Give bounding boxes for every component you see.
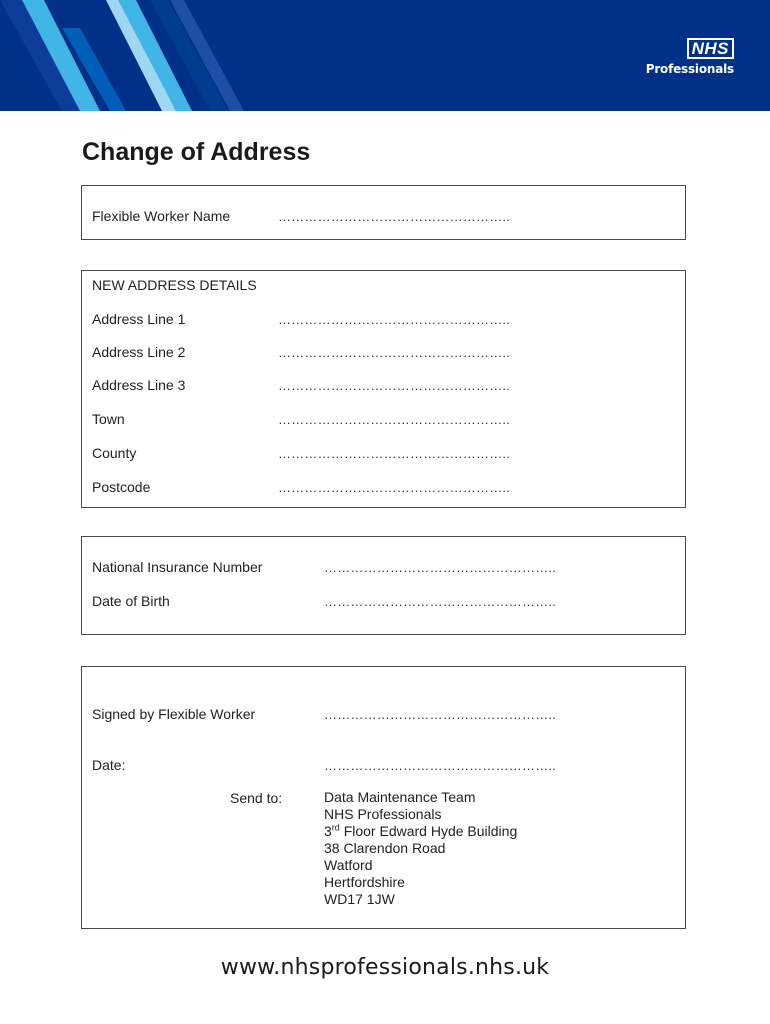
floor-rest: Floor Edward Hyde Building bbox=[339, 823, 518, 839]
address-line: 38 Clarendon Road bbox=[324, 840, 446, 856]
address-line-1-label: Address Line 1 bbox=[92, 311, 186, 327]
signed-by-label: Signed by Flexible Worker bbox=[92, 706, 256, 722]
logo-subtitle: Professionals bbox=[645, 62, 734, 76]
dob-label: Date of Birth bbox=[92, 593, 170, 609]
address-line: NHS Professionals bbox=[324, 806, 442, 822]
postcode-label: Postcode bbox=[92, 479, 151, 495]
nhs-logo-mark: NHS bbox=[687, 38, 734, 59]
address-line: Data Maintenance Team bbox=[324, 789, 476, 805]
page-title: Change of Address bbox=[82, 138, 311, 166]
county-label: County bbox=[92, 445, 137, 461]
new-address-section bbox=[81, 270, 686, 508]
floor-number: 3 bbox=[324, 823, 332, 839]
county-field[interactable]: …………………………………………….. bbox=[278, 446, 511, 461]
nhs-professionals-logo bbox=[646, 38, 734, 76]
address-line bbox=[324, 823, 517, 840]
address-line-2-field[interactable]: …………………………………………….. bbox=[278, 345, 511, 360]
return-address bbox=[324, 789, 517, 908]
header-banner bbox=[0, 0, 770, 111]
signature-field[interactable]: …………………………………………….. bbox=[324, 707, 557, 722]
address-line: Hertfordshire bbox=[324, 874, 405, 890]
personal-details-section bbox=[81, 536, 686, 635]
town-label: Town bbox=[92, 411, 125, 427]
address-line-1-field[interactable]: …………………………………………….. bbox=[278, 312, 511, 327]
address-line: Watford bbox=[324, 857, 373, 873]
ni-number-label: National Insurance Number bbox=[92, 559, 263, 575]
send-to-label: Send to: bbox=[230, 790, 283, 806]
town-field[interactable]: …………………………………………….. bbox=[278, 412, 511, 427]
date-label: Date: bbox=[92, 757, 126, 773]
floor-suffix: rd bbox=[331, 822, 340, 833]
postcode-field[interactable]: …………………………………………….. bbox=[278, 480, 511, 495]
worker-name-section bbox=[81, 185, 686, 240]
signature-section bbox=[81, 666, 686, 929]
new-address-heading: NEW ADDRESS DETAILS bbox=[92, 277, 257, 293]
dob-field[interactable]: …………………………………………….. bbox=[324, 594, 557, 609]
worker-name-field[interactable]: …………………………………………….. bbox=[278, 209, 511, 224]
address-line-3-label: Address Line 3 bbox=[92, 377, 186, 393]
ni-number-field[interactable]: …………………………………………….. bbox=[324, 560, 557, 575]
address-line: WD17 1JW bbox=[324, 891, 395, 907]
address-line-3-field[interactable]: …………………………………………….. bbox=[278, 378, 511, 393]
address-line-2-label: Address Line 2 bbox=[92, 344, 186, 360]
worker-name-label: Flexible Worker Name bbox=[92, 208, 231, 224]
date-field[interactable]: …………………………………………….. bbox=[324, 758, 557, 773]
footer-url[interactable]: www.nhsprofessionals.nhs.uk bbox=[220, 955, 550, 980]
